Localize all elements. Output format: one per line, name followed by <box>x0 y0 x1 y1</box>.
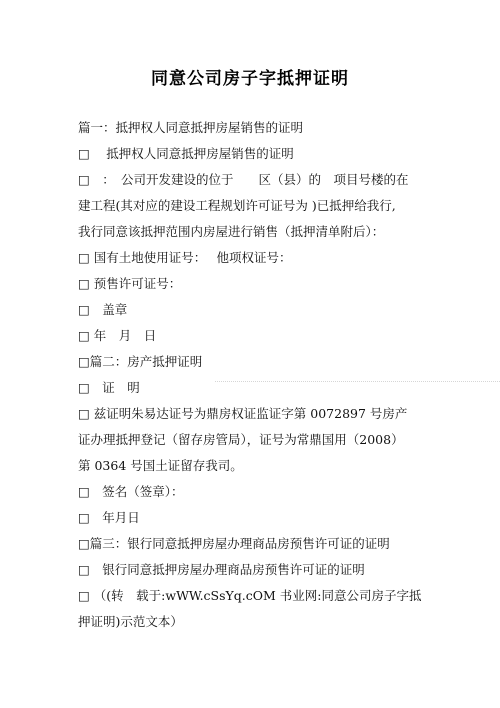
body-line-19: □ （(转 载于:wWW.cSsYq.cOM 书业网:同意公司房子字抵 <box>78 588 422 603</box>
body-line-10: □篇二：房产抵押证明 <box>78 354 203 369</box>
body-line-2: □ 抵押权人同意抵押房屋销售的证明 <box>78 146 294 161</box>
document-title: 同意公司房子字抵押证明 <box>151 69 349 89</box>
body-line-3: □ ： 公司开发建设的位于 区（县）的 项目号楼的在 <box>78 172 409 187</box>
body-line-11: □ 证 明 <box>78 380 140 395</box>
body-line-14: 第 0364 号国土证留存我司。 <box>78 458 243 473</box>
body-line-8: □ 盖章 <box>78 302 128 317</box>
body-line-16: □ 年月日 <box>78 510 140 525</box>
body-line-12: □ 兹证明朱易达证号为鼎房权证监证字第 0072897 号房产 <box>78 406 408 421</box>
body-line-13: 证办理抵押登记（留存房管局），证号为常鼎国用（2008） <box>78 432 404 447</box>
body-line-18: □ 银行同意抵押房屋办理商品房预售许可证的证明 <box>78 562 365 577</box>
body-line-20: 押证明)示范文本） <box>78 614 183 629</box>
body-line-17: □篇三：银行同意抵押房屋办理商品房预售许可证的证明 <box>78 536 390 551</box>
body-line-1: 篇一：抵押权人同意抵押房屋销售的证明 <box>78 120 304 135</box>
body-line-5: 我行同意该抵押范围内房屋进行销售（抵押清单附后）： <box>78 224 385 239</box>
body-line-6: □ 国有土地使用证号： 他项权证号： <box>78 250 292 265</box>
body-line-4: 建工程(其对应的建设工程规划许可证号为 )已抵押给我行, <box>78 198 396 213</box>
body-line-7: □ 预售许可证号： <box>78 276 182 291</box>
body-line-15: □ 签名（签章）： <box>78 484 184 499</box>
body-line-9: □ 年 月 日 <box>78 328 157 343</box>
